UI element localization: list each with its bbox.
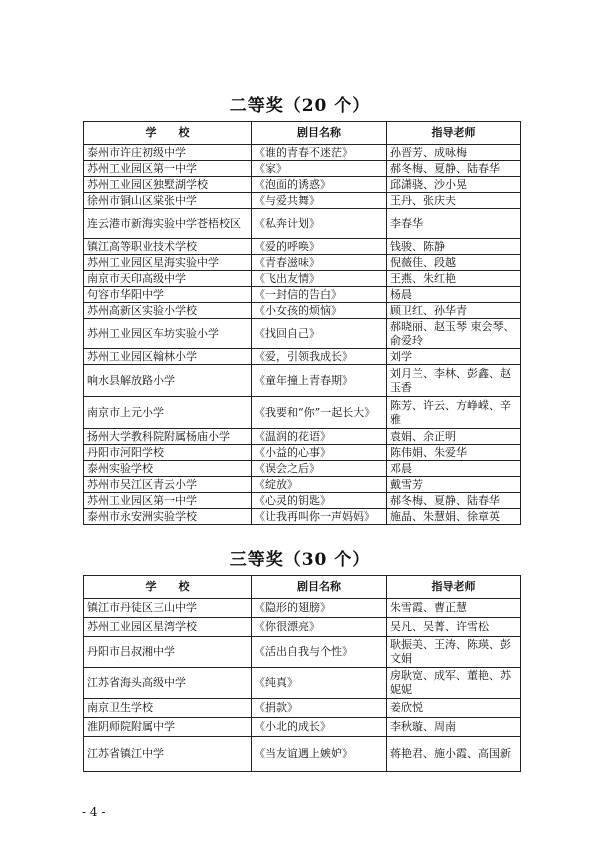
table-row [84,303,521,319]
school-cell: 苏州工业园区翰林小学 [84,349,252,365]
table-row [84,397,521,429]
school-cell: 苏州工业园区独墅湖学校 [84,177,252,193]
teacher-cell: 郝冬梅、夏静、陆春华 [387,161,521,177]
table-row [84,445,521,461]
play-title-cell: 《私奔计划》 [252,209,387,239]
school-cell: 泰州实验学校 [84,461,252,477]
teacher-cell: 施晶、朱慧娟、徐章英 [387,509,521,525]
table-row [84,255,521,271]
school-cell: 丹阳市河阳学校 [84,445,252,461]
school-cell: 南京卫生学校 [84,699,252,718]
second-prize-title: 二等奖（20 个） [229,96,371,116]
school-column-header: 学 校 [84,122,252,145]
school-cell: 江苏省海头高级中学 [84,668,252,699]
play-column-header: 剧目名称 [252,122,387,145]
table-row [84,699,521,718]
play-title-cell: 《心灵的钥匙》 [252,493,387,509]
table-row [84,349,521,365]
school-cell: 南京市上元小学 [84,397,252,429]
teacher-cell: 钱骏、陈静 [387,239,521,255]
teacher-cell: 孙晋芳、成咏梅 [387,145,521,161]
table-row [84,193,521,209]
play-title-cell: 《与爱共舞》 [252,193,387,209]
table-row [84,161,521,177]
play-title-cell: 《让我再叫你一声妈妈》 [252,509,387,525]
teacher-cell: 郝晓丽、赵玉琴 束会琴、俞爱玲 [387,319,521,349]
play-title-cell: 《青春滋味》 [252,255,387,271]
teacher-cell: 蒋艳君、施小霞、高国新 [387,737,521,772]
play-title-cell: 《小北的成长》 [252,718,387,737]
teacher-cell: 王燕、朱红艳 [387,271,521,287]
table-row [84,637,521,668]
teacher-cell: 姜欣悦 [387,699,521,718]
table-row [84,737,521,772]
school-cell: 连云港市新海实验中学苍梧校区 [84,209,252,239]
table-row [84,599,521,618]
school-cell: 苏州工业园区第一中学 [84,493,252,509]
teacher-cell: 耿振美、王涛、陈瑛、彭文娟 [387,637,521,668]
school-cell: 苏州工业园区第一中学 [84,161,252,177]
play-title-cell: 《绽放》 [252,477,387,493]
teacher-cell: 李春华 [387,209,521,239]
play-title-cell: 《一封信的告白》 [252,287,387,303]
play-title-cell: 《小益的心事》 [252,445,387,461]
teacher-column-header: 指导老师 [387,122,521,145]
teacher-cell: 房耿宽、成军、董艳、苏妮妮 [387,668,521,699]
teacher-column-header: 指导老师 [387,576,521,599]
table-row [84,239,521,255]
play-title-cell: 《飞出友情》 [252,271,387,287]
play-title-cell: 《误会之后》 [252,461,387,477]
school-cell: 江苏省镇江中学 [84,737,252,772]
school-cell: 苏州工业园区星湾学校 [84,618,252,637]
school-cell: 徐州市铜山区棠张中学 [84,193,252,209]
table-row [84,177,521,193]
teacher-cell: 倪薇佳、段越 [387,255,521,271]
play-title-cell: 《小女孩的烦恼》 [252,303,387,319]
school-cell: 镇江市丹徒区三山中学 [84,599,252,618]
teacher-cell: 顾卫红、孙华青 [387,303,521,319]
school-cell: 苏州工业园区车坊实验小学 [84,319,252,349]
table-row [84,493,521,509]
table-header-row [84,122,521,145]
teacher-cell: 陈芳、许云、方峥嵘、辛雅 [387,397,521,429]
school-cell: 淮阴师院附属中学 [84,718,252,737]
teacher-cell: 朱雪霞、曹正慧 [387,599,521,618]
play-title-cell: 《爱，引领我成长》 [252,349,387,365]
school-cell: 泰州市许庄初级中学 [84,145,252,161]
teacher-cell: 袁娟、余正明 [387,429,521,445]
teacher-cell: 刘月兰、李林、彭鑫、赵玉香 [387,365,521,397]
table-row [84,461,521,477]
second-prize-rows [84,145,521,525]
school-cell: 丹阳市吕叔湘中学 [84,637,252,668]
table-row [84,668,521,699]
table-row [84,509,521,525]
table-row [84,287,521,303]
table-row [84,145,521,161]
teacher-cell: 邱潇骁、沙小晃 [387,177,521,193]
play-title-cell: 《你很漂亮》 [252,618,387,637]
school-cell: 苏州工业园区星海实验中学 [84,255,252,271]
table-row [84,209,521,239]
second-prize-table [83,121,521,525]
teacher-cell: 郝冬梅、夏静、陆春华 [387,493,521,509]
page-number: - 4 - [82,805,106,819]
teacher-cell: 王丹、张庆夫 [387,193,521,209]
table-row [84,319,521,349]
play-title-cell: 《爱的呼唤》 [252,239,387,255]
teacher-cell: 杨晨 [387,287,521,303]
table-header-row [84,576,521,599]
play-title-cell: 《家》 [252,161,387,177]
play-title-cell: 《隐形的翅膀》 [252,599,387,618]
table-row [84,618,521,637]
play-title-cell: 《我要和“你”一起长大》 [252,397,387,429]
teacher-cell: 刘学 [387,349,521,365]
table-row [84,429,521,445]
school-column-header: 学 校 [84,576,252,599]
third-prize-rows [84,599,521,772]
teacher-cell: 吴凡、吴菁、许雪松 [387,618,521,637]
play-column-header: 剧目名称 [252,576,387,599]
third-prize-table [83,575,521,772]
table-row [84,718,521,737]
school-cell: 镇江高等职业技术学校 [84,239,252,255]
table-row [84,477,521,493]
play-title-cell: 《捐款》 [252,699,387,718]
school-cell: 句容市华阳中学 [84,287,252,303]
play-title-cell: 《纯真》 [252,668,387,699]
play-title-cell: 《谁的青春不迷茫》 [252,145,387,161]
teacher-cell: 戴雪芳 [387,477,521,493]
teacher-cell: 李秋璇、周南 [387,718,521,737]
play-title-cell: 《活出自我与个性》 [252,637,387,668]
table-row [84,365,521,397]
school-cell: 泰州市永安洲实验学校 [84,509,252,525]
play-title-cell: 《童年撞上青春期》 [252,365,387,397]
teacher-cell: 邓晨 [387,461,521,477]
play-title-cell: 《温润的花语》 [252,429,387,445]
play-title-cell: 《找回自己》 [252,319,387,349]
school-cell: 苏州高新区实验小学校 [84,303,252,319]
school-cell: 扬州大学教科院附属杨庙小学 [84,429,252,445]
school-cell: 响水县解放路小学 [84,365,252,397]
school-cell: 苏州市吴江区青云小学 [84,477,252,493]
play-title-cell: 《泡面的诱惑》 [252,177,387,193]
table-row [84,271,521,287]
school-cell: 南京市天印高级中学 [84,271,252,287]
teacher-cell: 陈伟娟、朱爱华 [387,445,521,461]
third-prize-title: 三等奖（30 个） [229,550,371,570]
play-title-cell: 《当友谊遇上嫉妒》 [252,737,387,772]
